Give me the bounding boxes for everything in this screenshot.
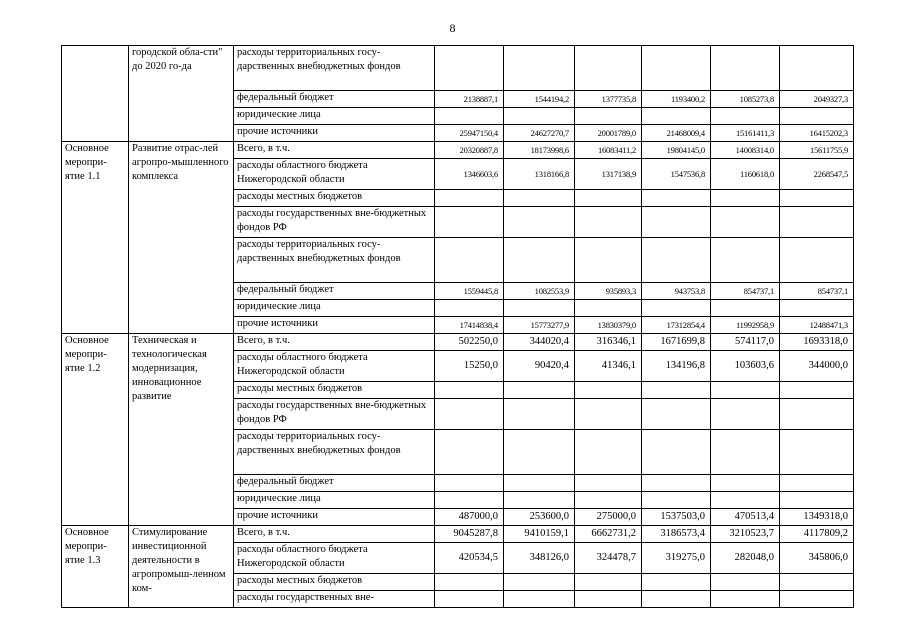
value-cell: 9045287,8 (435, 526, 504, 543)
value-cell (435, 492, 504, 509)
measure-title-cell: городской обла-сти" до 2020 го-да (129, 46, 234, 142)
value-cell (780, 399, 854, 430)
value-cell (435, 475, 504, 492)
value-cell: 12488471,3 (780, 317, 854, 334)
funding-source-cell: федеральный бюджет (234, 475, 435, 492)
value-cell (780, 574, 854, 591)
value-cell (780, 475, 854, 492)
funding-source-cell: прочие источники (234, 317, 435, 334)
value-cell: 319275,0 (642, 543, 711, 574)
value-cell: 3210523,7 (711, 526, 780, 543)
value-cell: 1082553,9 (504, 283, 575, 300)
value-cell: 2138887,1 (435, 91, 504, 108)
page-number: 8 (449, 21, 456, 35)
value-cell (642, 108, 711, 125)
value-cell (575, 430, 642, 475)
value-cell (780, 207, 854, 238)
value-cell: 275000,0 (575, 509, 642, 526)
value-cell (642, 300, 711, 317)
funding-source-cell: прочие источники (234, 125, 435, 142)
funding-source-cell: расходы государственных вне-бюджетных фондов РФ (234, 399, 435, 430)
value-cell (435, 382, 504, 399)
value-cell (642, 190, 711, 207)
value-cell (642, 238, 711, 283)
funding-source-cell: расходы областного бюджета Нижегородской области (234, 351, 435, 382)
value-cell: 1377735,8 (575, 91, 642, 108)
table-row (62, 334, 854, 351)
value-cell (642, 591, 711, 608)
value-cell (504, 591, 575, 608)
measure-title-cell: Стимулирование инвестиционной деятельности в агропромыш-ленном ком- (129, 526, 234, 608)
funding-source-cell: Всего, в т.ч. (234, 142, 435, 159)
value-cell: 1346603,6 (435, 159, 504, 190)
value-cell: 282048,0 (711, 543, 780, 574)
value-cell (575, 382, 642, 399)
value-cell: 1537503,0 (642, 509, 711, 526)
value-cell: 20001789,0 (575, 125, 642, 142)
value-cell: 19804145,0 (642, 142, 711, 159)
value-cell (504, 430, 575, 475)
value-cell: 6662731,2 (575, 526, 642, 543)
value-cell (642, 475, 711, 492)
value-cell (780, 190, 854, 207)
value-cell (575, 46, 642, 91)
value-cell (711, 238, 780, 283)
value-cell: 420534,5 (435, 543, 504, 574)
value-cell: 15161411,3 (711, 125, 780, 142)
value-cell (642, 492, 711, 509)
value-cell: 16083411,2 (575, 142, 642, 159)
table-row (62, 142, 854, 159)
value-cell (711, 382, 780, 399)
value-cell (780, 46, 854, 91)
value-cell: 41346,1 (575, 351, 642, 382)
value-cell (435, 574, 504, 591)
value-cell (711, 492, 780, 509)
value-cell (642, 399, 711, 430)
table-row (62, 526, 854, 543)
value-cell: 1160618,0 (711, 159, 780, 190)
measure-cell (62, 46, 129, 142)
value-cell: 348126,0 (504, 543, 575, 574)
measure-title-cell: Развитие отрас-лей агропро-мышленного комплекса (129, 142, 234, 334)
value-cell: 25947150,4 (435, 125, 504, 142)
funding-source-cell: расходы областного бюджета Нижегородской области (234, 159, 435, 190)
value-cell (575, 475, 642, 492)
value-cell (435, 399, 504, 430)
value-cell (575, 238, 642, 283)
funding-source-cell: расходы государственных вне-бюджетных фондов РФ (234, 207, 435, 238)
value-cell (575, 300, 642, 317)
value-cell: 134196,8 (642, 351, 711, 382)
value-cell (504, 300, 575, 317)
value-cell (575, 591, 642, 608)
value-cell: 935893,3 (575, 283, 642, 300)
value-cell (575, 574, 642, 591)
value-cell: 16415202,3 (780, 125, 854, 142)
value-cell: 854737,1 (780, 283, 854, 300)
funding-source-cell: Всего, в т.ч. (234, 334, 435, 351)
value-cell: 1085273,8 (711, 91, 780, 108)
value-cell (642, 574, 711, 591)
value-cell (642, 430, 711, 475)
value-cell: 253600,0 (504, 509, 575, 526)
value-cell (711, 108, 780, 125)
funding-source-cell: расходы территориальных госу-дарственных внебюджетных фондов (234, 238, 435, 283)
value-cell: 1544194,2 (504, 91, 575, 108)
value-cell (711, 46, 780, 91)
value-cell (504, 475, 575, 492)
value-cell (575, 207, 642, 238)
value-cell (435, 108, 504, 125)
value-cell (435, 190, 504, 207)
value-cell (504, 108, 575, 125)
value-cell (780, 492, 854, 509)
measure-cell: Основное меропри-ятие 1.3 (62, 526, 129, 608)
value-cell: 1317138,9 (575, 159, 642, 190)
value-cell (435, 207, 504, 238)
value-cell: 15773277,9 (504, 317, 575, 334)
value-cell (504, 492, 575, 509)
value-cell (575, 399, 642, 430)
funding-source-cell: расходы местных бюджетов (234, 190, 435, 207)
value-cell: 1559445,8 (435, 283, 504, 300)
funding-source-cell: Всего, в т.ч. (234, 526, 435, 543)
value-cell: 11992958,9 (711, 317, 780, 334)
value-cell: 1318166,8 (504, 159, 575, 190)
value-cell (435, 430, 504, 475)
value-cell: 1349318,0 (780, 509, 854, 526)
value-cell (780, 108, 854, 125)
budget-table (61, 45, 854, 608)
funding-source-cell: юридические лица (234, 492, 435, 509)
value-cell: 324478,7 (575, 543, 642, 574)
measure-title-cell: Техническая и технологическая модернизация, инновационное развитие (129, 334, 234, 526)
value-cell: 17312854,4 (642, 317, 711, 334)
value-cell: 2268547,5 (780, 159, 854, 190)
funding-source-cell: расходы областного бюджета Нижегородской области (234, 543, 435, 574)
value-cell (504, 574, 575, 591)
value-cell: 1193400,2 (642, 91, 711, 108)
funding-source-cell: федеральный бюджет (234, 91, 435, 108)
value-cell: 15250,0 (435, 351, 504, 382)
value-cell (711, 300, 780, 317)
value-cell: 4117809,2 (780, 526, 854, 543)
value-cell: 24627270,7 (504, 125, 575, 142)
value-cell: 574117,0 (711, 334, 780, 351)
value-cell: 943753,8 (642, 283, 711, 300)
value-cell (780, 591, 854, 608)
value-cell: 1547536,8 (642, 159, 711, 190)
value-cell (711, 399, 780, 430)
value-cell (711, 591, 780, 608)
value-cell: 854737,1 (711, 283, 780, 300)
value-cell (780, 430, 854, 475)
value-cell: 344000,0 (780, 351, 854, 382)
value-cell (711, 430, 780, 475)
funding-source-cell: федеральный бюджет (234, 283, 435, 300)
value-cell (642, 207, 711, 238)
value-cell: 14008314,0 (711, 142, 780, 159)
value-cell: 345806,0 (780, 543, 854, 574)
value-cell: 1671699,8 (642, 334, 711, 351)
value-cell: 90420,4 (504, 351, 575, 382)
value-cell: 2049327,3 (780, 91, 854, 108)
value-cell (504, 207, 575, 238)
value-cell (575, 492, 642, 509)
value-cell: 18173998,6 (504, 142, 575, 159)
value-cell (504, 382, 575, 399)
value-cell: 15611755,9 (780, 142, 854, 159)
funding-source-cell: юридические лица (234, 300, 435, 317)
measure-cell: Основное меропри-ятие 1.1 (62, 142, 129, 334)
value-cell (711, 207, 780, 238)
value-cell (504, 190, 575, 207)
value-cell: 103603,6 (711, 351, 780, 382)
value-cell (504, 238, 575, 283)
value-cell (435, 300, 504, 317)
value-cell (780, 238, 854, 283)
value-cell (575, 108, 642, 125)
value-cell: 21468009,4 (642, 125, 711, 142)
value-cell: 344020,4 (504, 334, 575, 351)
value-cell (780, 300, 854, 317)
value-cell (642, 382, 711, 399)
value-cell (504, 46, 575, 91)
funding-source-cell: расходы государственных вне- (234, 591, 435, 608)
funding-source-cell: расходы территориальных госу-дарственных внебюджетных фондов (234, 46, 435, 91)
funding-source-cell: прочие источники (234, 509, 435, 526)
value-cell (435, 238, 504, 283)
value-cell (504, 399, 575, 430)
funding-source-cell: юридические лица (234, 108, 435, 125)
table-row (62, 46, 854, 91)
funding-source-cell: расходы местных бюджетов (234, 382, 435, 399)
value-cell (711, 190, 780, 207)
value-cell (435, 591, 504, 608)
value-cell (435, 46, 504, 91)
value-cell: 487000,0 (435, 509, 504, 526)
value-cell (575, 190, 642, 207)
value-cell: 13830379,0 (575, 317, 642, 334)
value-cell: 470513,4 (711, 509, 780, 526)
value-cell (711, 574, 780, 591)
value-cell (780, 382, 854, 399)
value-cell: 502250,0 (435, 334, 504, 351)
value-cell (711, 475, 780, 492)
funding-source-cell: расходы местных бюджетов (234, 574, 435, 591)
value-cell: 3186573,4 (642, 526, 711, 543)
value-cell: 1693318,0 (780, 334, 854, 351)
funding-source-cell: расходы территориальных госу-дарственных внебюджетных фондов (234, 430, 435, 475)
value-cell: 20320887,8 (435, 142, 504, 159)
value-cell: 316346,1 (575, 334, 642, 351)
value-cell (642, 46, 711, 91)
value-cell: 17414838,4 (435, 317, 504, 334)
value-cell: 9410159,1 (504, 526, 575, 543)
measure-cell: Основное меропри-ятие 1.2 (62, 334, 129, 526)
